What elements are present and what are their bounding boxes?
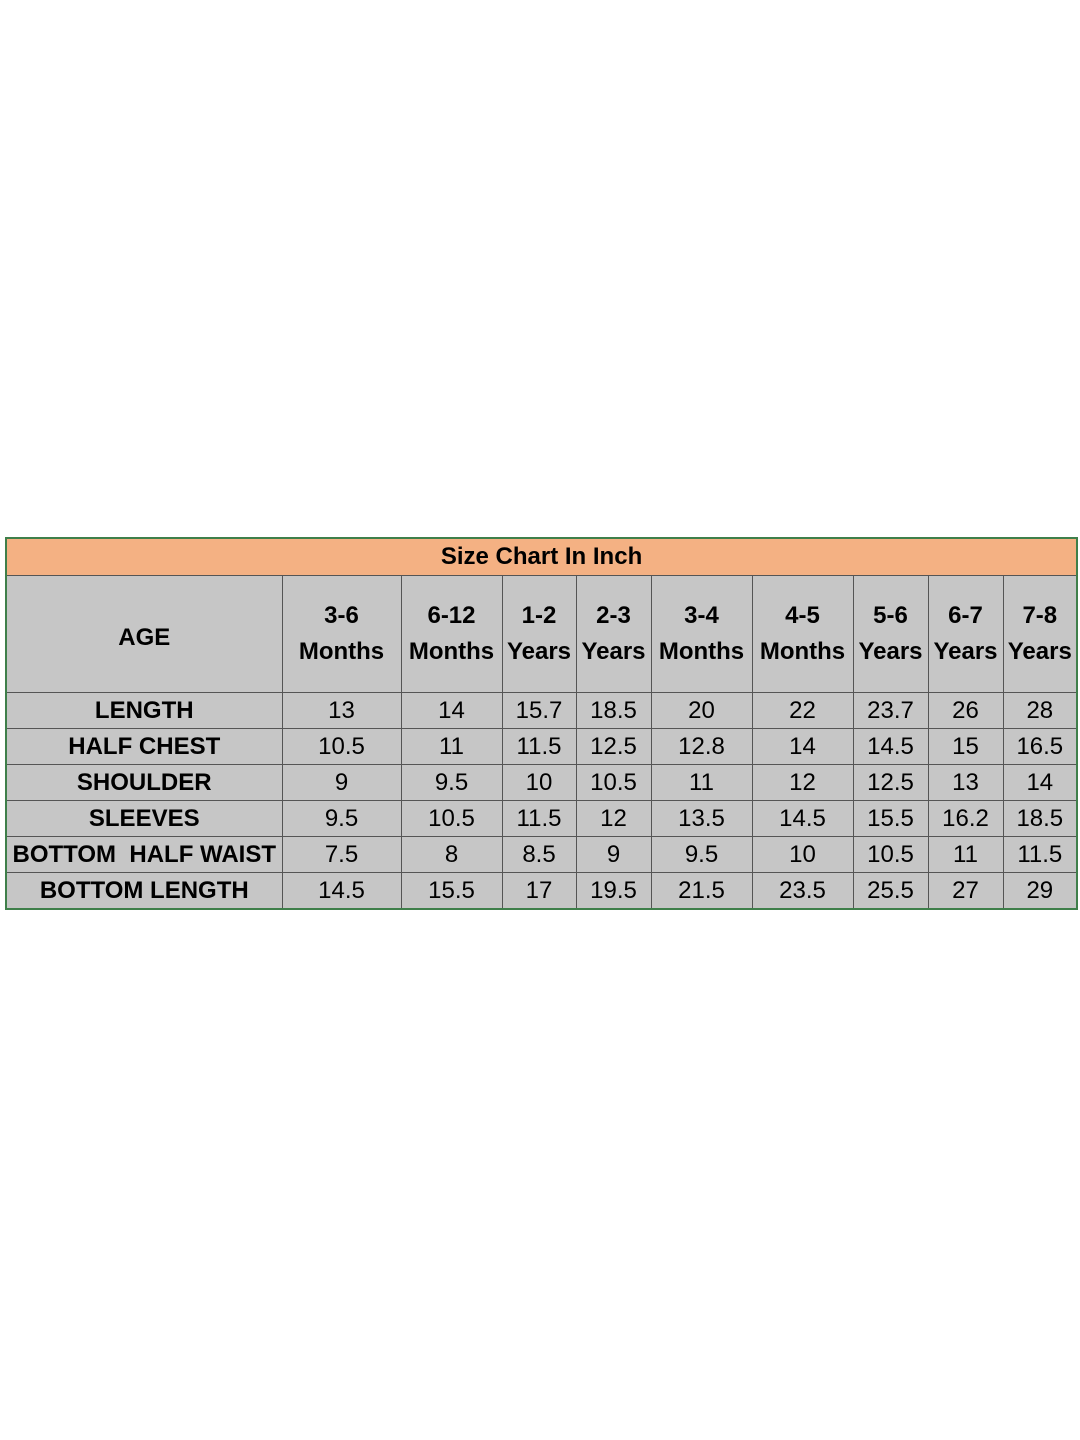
table-row [6,729,1077,765]
measurement-cell: 19.5 [576,873,651,910]
measurement-cell: 14 [1003,765,1077,801]
header-row [6,576,1077,693]
age-column-header: 3-4 Months [651,576,752,693]
measurement-cell: 11 [928,837,1003,873]
measurement-cell: 23.5 [752,873,853,910]
measurement-cell: 18.5 [1003,801,1077,837]
table-row [6,801,1077,837]
table-row [6,765,1077,801]
row-label: LENGTH [6,693,282,729]
measurement-cell: 8.5 [502,837,576,873]
measurement-cell: 25.5 [853,873,928,910]
measurement-cell: 13 [928,765,1003,801]
measurement-cell: 23.7 [853,693,928,729]
measurement-cell: 13 [282,693,401,729]
measurement-cell: 9 [282,765,401,801]
measurement-cell: 12.8 [651,729,752,765]
measurement-cell: 27 [928,873,1003,910]
age-column-header: 3-6 Months [282,576,401,693]
measurements-body [6,693,1077,910]
age-column-header: 4-5 Months [752,576,853,693]
measurement-cell: 7.5 [282,837,401,873]
measurement-cell: 22 [752,693,853,729]
measurement-cell: 29 [1003,873,1077,910]
table-row [6,873,1077,910]
measurement-cell: 17 [502,873,576,910]
measurement-cell: 15.5 [401,873,502,910]
table-row [6,837,1077,873]
measurement-cell: 11.5 [1003,837,1077,873]
measurement-cell: 16.5 [1003,729,1077,765]
age-column-header: 7-8 Years [1003,576,1077,693]
row-label: SHOULDER [6,765,282,801]
measurement-cell: 28 [1003,693,1077,729]
measurement-cell: 10.5 [576,765,651,801]
measurement-cell: 14.5 [853,729,928,765]
age-header: AGE [6,576,282,693]
measurement-cell: 26 [928,693,1003,729]
row-label: SLEEVES [6,801,282,837]
measurement-cell: 13.5 [651,801,752,837]
measurement-cell: 10 [502,765,576,801]
row-label: BOTTOM HALF WAIST [6,837,282,873]
measurement-cell: 12.5 [576,729,651,765]
row-label: BOTTOM LENGTH [6,873,282,910]
row-label: HALF CHEST [6,729,282,765]
measurement-cell: 10.5 [853,837,928,873]
measurement-cell: 9.5 [651,837,752,873]
chart-title: Size Chart In Inch [6,538,1077,576]
measurement-cell: 9 [576,837,651,873]
measurement-cell: 15 [928,729,1003,765]
size-chart-table [5,537,1078,910]
measurement-cell: 10.5 [282,729,401,765]
measurement-cell: 10 [752,837,853,873]
measurement-cell: 16.2 [928,801,1003,837]
measurement-cell: 20 [651,693,752,729]
measurement-cell: 15.5 [853,801,928,837]
measurement-cell: 11.5 [502,801,576,837]
measurement-cell: 14 [752,729,853,765]
age-column-header: 1-2 Years [502,576,576,693]
measurement-cell: 18.5 [576,693,651,729]
measurement-cell: 11.5 [502,729,576,765]
measurement-cell: 15.7 [502,693,576,729]
table-row [6,693,1077,729]
measurement-cell: 11 [651,765,752,801]
measurement-cell: 14.5 [282,873,401,910]
measurement-cell: 12.5 [853,765,928,801]
age-column-header: 6-12 Months [401,576,502,693]
measurement-cell: 8 [401,837,502,873]
measurement-cell: 10.5 [401,801,502,837]
age-column-header: 5-6 Years [853,576,928,693]
age-column-header: 6-7 Years [928,576,1003,693]
measurement-cell: 14.5 [752,801,853,837]
measurement-cell: 12 [576,801,651,837]
measurement-cell: 9.5 [282,801,401,837]
age-column-header: 2-3 Years [576,576,651,693]
measurement-cell: 9.5 [401,765,502,801]
measurement-cell: 14 [401,693,502,729]
measurement-cell: 12 [752,765,853,801]
measurement-cell: 11 [401,729,502,765]
measurement-cell: 21.5 [651,873,752,910]
